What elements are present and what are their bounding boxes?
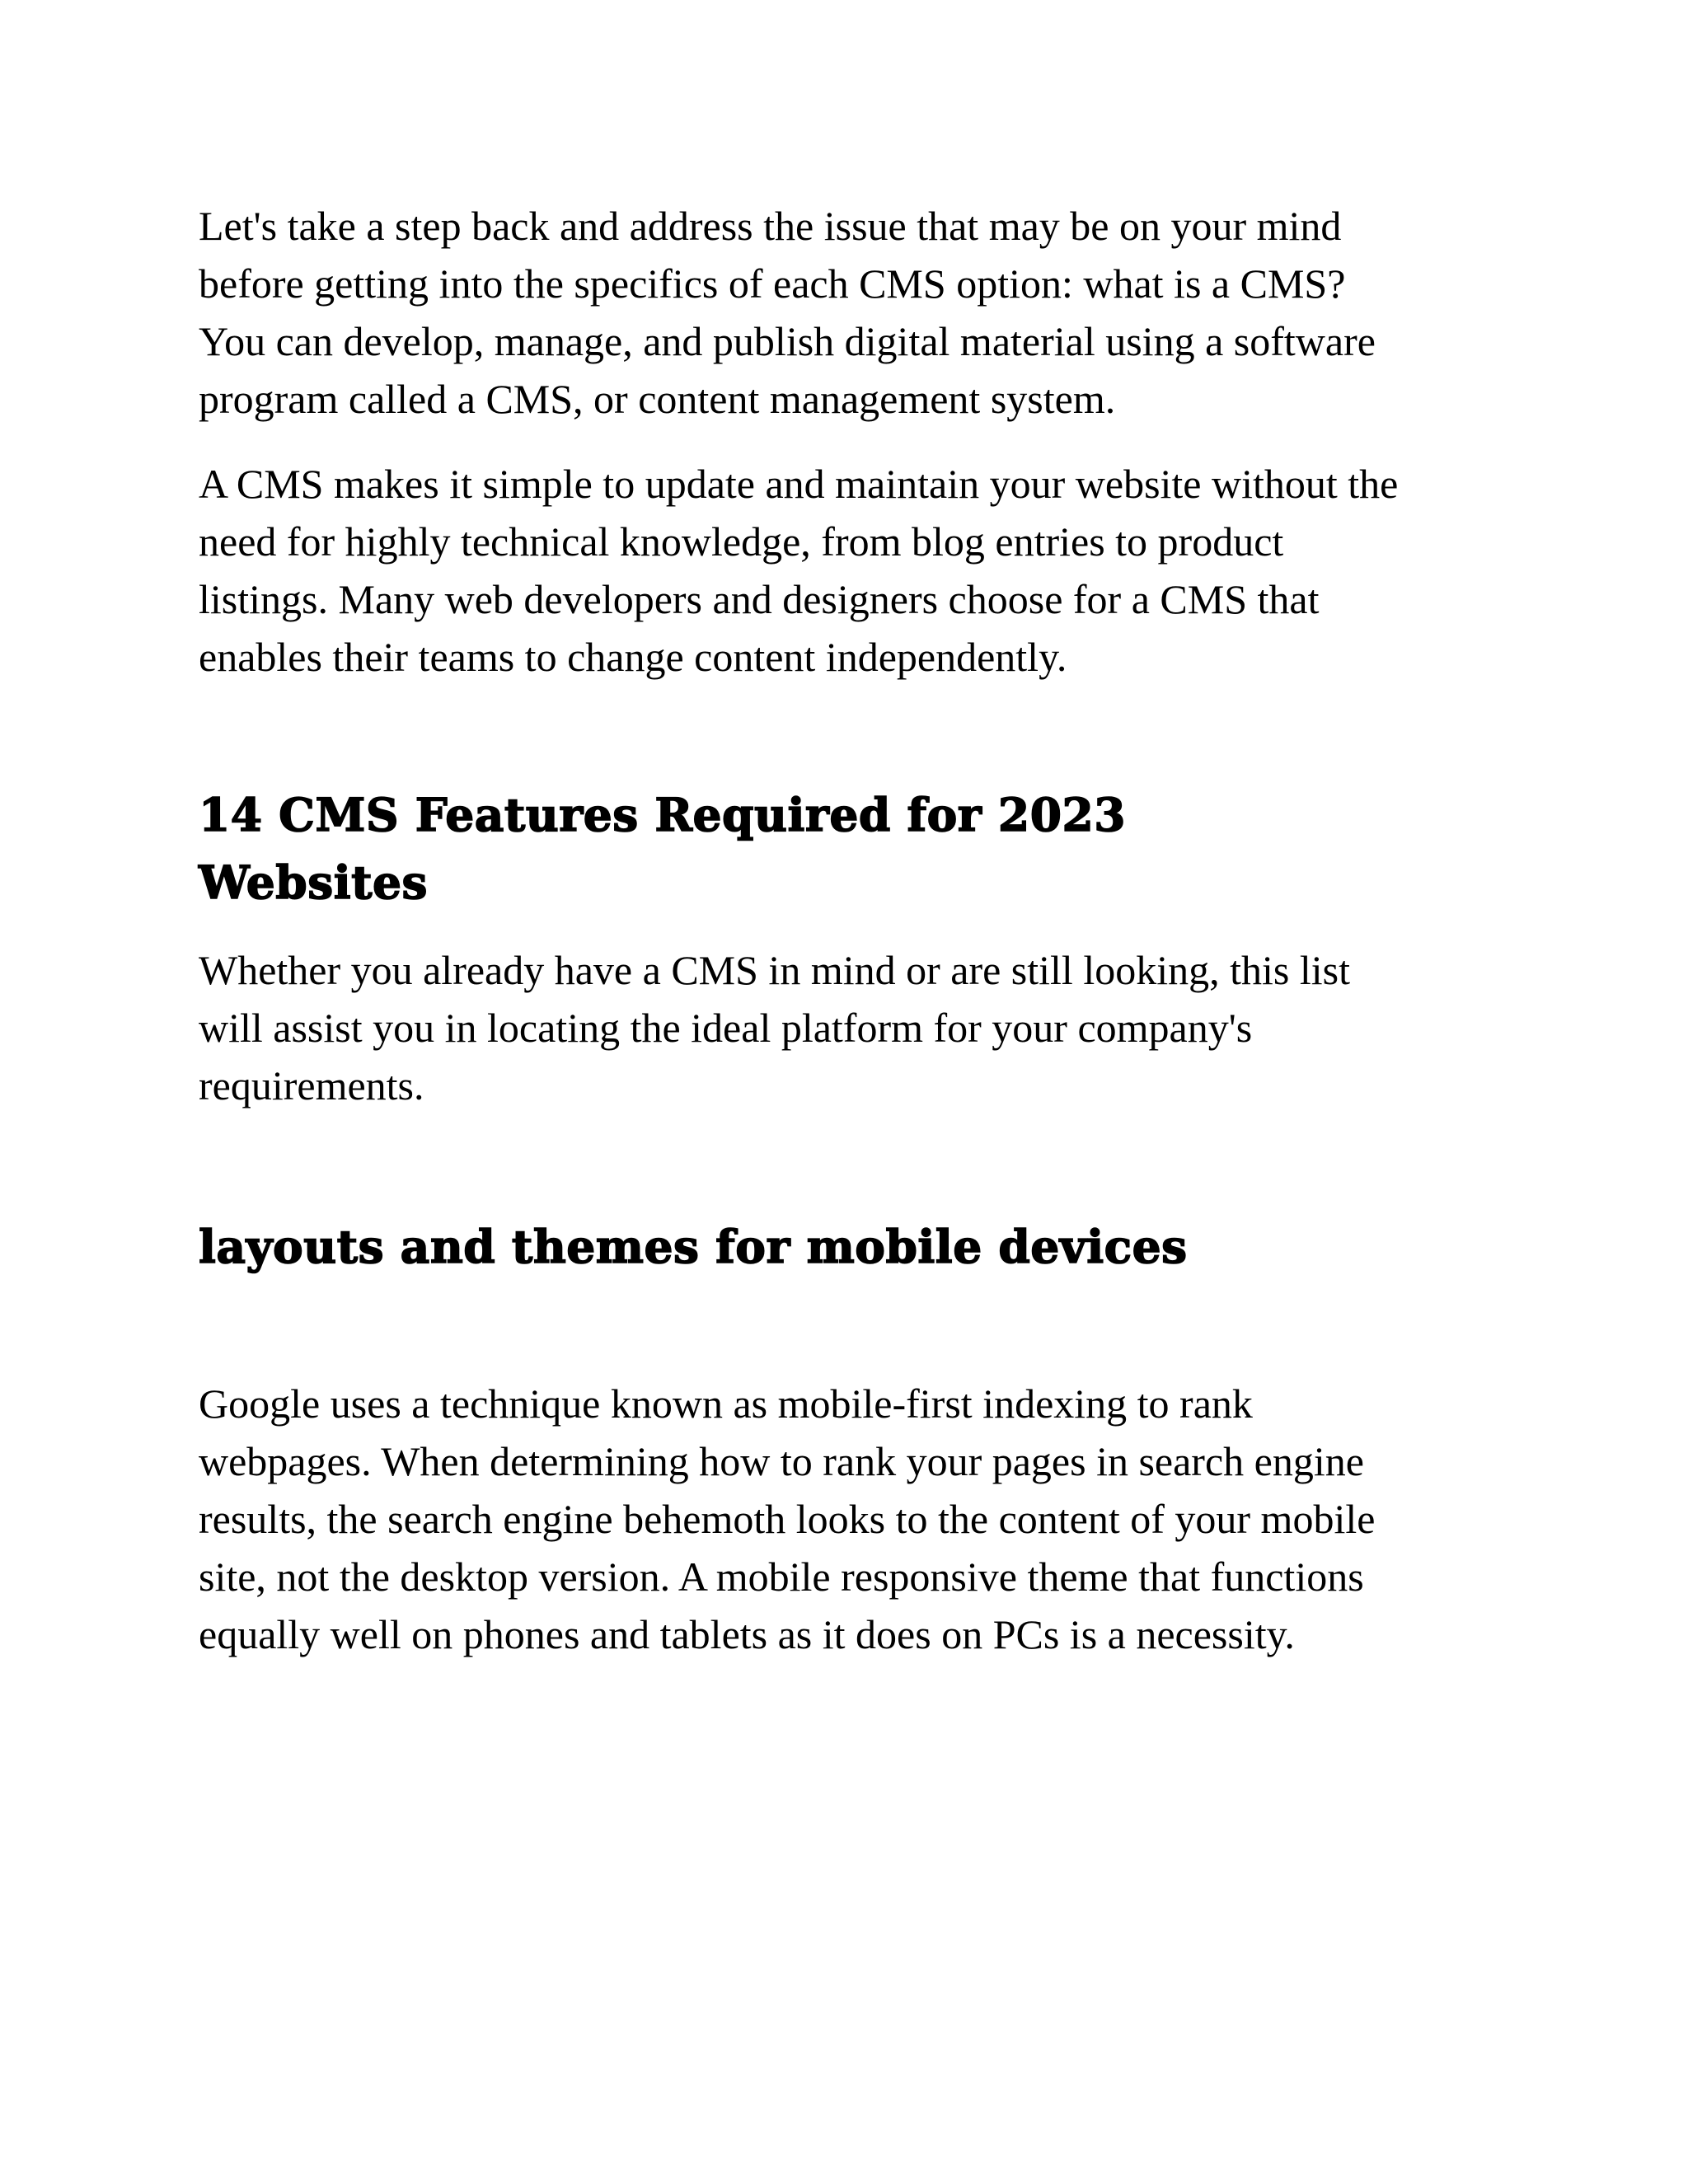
- paragraph-line: equally well on phones and tablets as it does on PCs is a necessity.: [199, 1611, 1295, 1657]
- paragraph-line: Google uses a technique known as mobile-first indexing to rank: [199, 1380, 1253, 1427]
- paragraph-list-intro: [199, 941, 1542, 1114]
- paragraph-line: A CMS makes it simple to update and maintain your website without the: [199, 461, 1399, 507]
- paragraph-line: Let's take a step back and address the issue that may be on your mind: [199, 203, 1342, 249]
- paragraph-line: need for highly technical knowledge, from blog entries to product: [199, 518, 1284, 565]
- paragraph-line: site, not the desktop version. A mobile responsive theme that functions: [199, 1554, 1364, 1600]
- paragraph-line: enables their teams to change content independently.: [199, 634, 1067, 680]
- paragraph-what-is-cms: [199, 197, 1542, 428]
- heading-line: Websites: [199, 855, 428, 909]
- paragraph-line: program called a CMS, or content management system.: [199, 376, 1116, 422]
- paragraph-cms-benefits: [199, 455, 1542, 686]
- paragraph-line: You can develop, manage, and publish digital material using a software: [199, 318, 1376, 364]
- heading-line: 14 CMS Features Required for 2023: [199, 788, 1127, 841]
- paragraph-line: requirements.: [199, 1062, 424, 1108]
- paragraph-line: webpages. When determining how to rank your pages in search engine: [199, 1438, 1364, 1484]
- paragraph-line: will assist you in locating the ideal platform for your company's: [199, 1005, 1253, 1051]
- paragraph-line: results, the search engine behemoth looks to the content of your mobile: [199, 1496, 1376, 1542]
- paragraph-mobile-first-indexing: [199, 1375, 1542, 1663]
- section-heading-mobile-layouts: [199, 1213, 1542, 1281]
- heading-line: layouts and themes for mobile devices: [199, 1220, 1188, 1273]
- paragraph-line: Whether you already have a CMS in mind or are still looking, this list: [199, 947, 1350, 993]
- paragraph-line: before getting into the specifics of each CMS option: what is a CMS?: [199, 260, 1346, 307]
- section-heading-cms-features: [199, 781, 1542, 916]
- paragraph-line: listings. Many web developers and designers choose for a CMS that: [199, 576, 1320, 622]
